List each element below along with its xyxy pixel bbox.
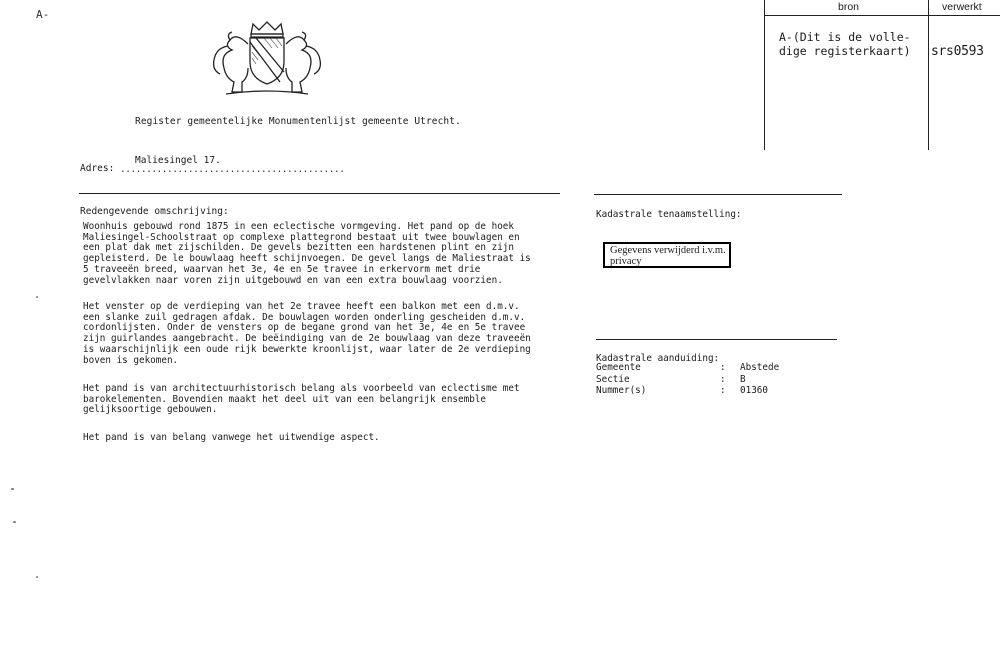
tracking-box-divider xyxy=(928,0,929,150)
tracking-box-header-rule xyxy=(764,15,1000,16)
kadastrale-tenaamstelling-label: Kadastrale tenaamstelling: xyxy=(596,209,742,220)
corner-mark: A- xyxy=(36,8,50,21)
address-label: Adres: xyxy=(80,163,115,174)
kad-colon: : xyxy=(720,362,726,373)
kad-row-gemeente xyxy=(596,362,779,373)
kad-key: Nummer(s) xyxy=(596,385,647,396)
register-title: Register gemeentelijke Monumentenlijst gemeente Utrecht. xyxy=(135,116,461,127)
description-paragraph-4: Het pand is van belang vanwege het uitwendige aspect. xyxy=(83,432,380,443)
scan-speck xyxy=(13,521,16,523)
divider-left xyxy=(79,193,560,194)
kad-value: Abstede xyxy=(740,362,780,373)
scan-speck xyxy=(11,488,14,490)
scan-speck xyxy=(36,576,38,578)
tracking-header-verwerkt: verwerkt xyxy=(942,1,982,13)
kad-value: 01360 xyxy=(740,385,768,396)
kad-row-nummers xyxy=(596,385,768,396)
description-paragraph-2: Het venster op de verdieping van het 2e travee heeft een balkon met een d.m.v. een slanke zuil gedragen afdak. De bouwlagen worden onderling gescheiden d.m.v. cordonlijsten. Onder de vensters op de begane grond van het 3e, 4e en 5e travee zijn guirlandes aangebracht. De beëindiging van de 2e bouwlaag van deze traveeën is waarschijnlijk een oude rijk bewerkte kroonlijst, waar later de 2e verdieping boven is gekomen. xyxy=(83,301,531,366)
kad-value: B xyxy=(740,374,746,385)
kad-colon: : xyxy=(720,374,726,385)
address-value: Maliesingel 17. xyxy=(135,155,221,166)
tracking-verwerkt-value: srs0593 xyxy=(931,44,984,59)
kad-key: Gemeente xyxy=(596,362,641,373)
description-paragraph-3: Het pand is van architectuurhistorisch belang als voorbeeld van eclectisme met barokelementen. Bovendien maakt het deel uit van een belangrijk ensemble gelijksoortige gebouwen. xyxy=(83,383,520,416)
tracking-box-left-border xyxy=(764,0,765,150)
privacy-notice-box: Gegevens verwijderd i.v.m. privacy xyxy=(603,242,731,268)
divider-right-top xyxy=(594,194,842,195)
divider-right-middle xyxy=(596,339,837,340)
kad-colon: : xyxy=(720,385,726,396)
kadastrale-aanduiding-label: Kadastrale aanduiding: xyxy=(596,353,720,364)
tracking-bron-value: A-(Dit is de volle- dige registerkaart) xyxy=(779,30,911,58)
kad-row-sectie xyxy=(596,374,746,385)
scan-speck xyxy=(36,296,38,298)
description-paragraph-1: Woonhuis gebouwd rond 1875 in een eclectische vormgeving. Het pand op de hoek Maliesingel-Schoolstraat op complexe plattegrond bestaat uit twee bouwlagen en een plat dak met zijschilden. De gevels bezitten een hardstenen plint en zijn gepleisterd. De le bouwlaag heeft schijnvoegen. De gevel langs de Maliestraat is 5 traveeën breed, waarvan het 3e, 4e en 5e travee in erkervorm met drie gevelvlakken naar voren zijn uitgebouwd en van een extra bouwlaag voorzien. xyxy=(83,221,531,286)
address-dotted-line: ........................................... xyxy=(120,164,345,175)
tracking-box xyxy=(764,0,1000,150)
utrecht-coat-of-arms-icon xyxy=(206,20,328,100)
kad-key: Sectie xyxy=(596,374,630,385)
tracking-header-bron: bron xyxy=(838,1,860,13)
description-heading: Redengevende omschrijving: xyxy=(80,206,229,217)
